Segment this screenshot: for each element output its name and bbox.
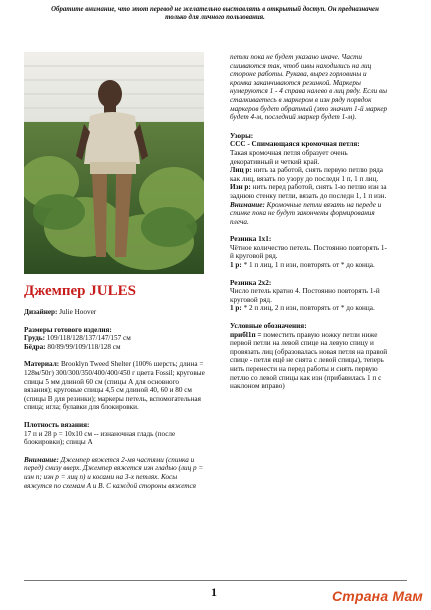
model-photo-illustration — [24, 52, 204, 274]
right-column — [230, 53, 388, 400]
gauge-section — [24, 421, 206, 447]
rib-1x1-section — [230, 235, 388, 269]
rib-2x2-description: Число петель кратно 4. Постоянно повторять 1-й круговой ряд. — [230, 287, 380, 304]
rib-2x2-row-label: 1 р: — [230, 304, 242, 313]
material-section — [24, 360, 206, 412]
stitch-patterns-section — [230, 132, 388, 227]
construction-continued: петли пока не будет указано иначе. Части сшиваются так, чтоб швы находились на лиц стороне работы. Рукава, вырез горловины и кромка заканчиваются резинкой. Маркеры нумеруются 1 - 4 справа налево в лиц ряду. Если вы сталкиваетесь в маркером в изн ряду порядок маркеров будет обратный (это значит 1-й маркер будет 4-м, последний маркер будет 1-м). — [230, 53, 388, 122]
rib-1x1-description: Чётное количество петель. Постоянно повторять 1-й круговой ряд. — [230, 243, 387, 261]
designer-value: Julie Hoover — [57, 308, 97, 316]
ccc-note-label: Внимание: — [230, 200, 265, 209]
rib-2x2-section — [230, 279, 388, 313]
sizes-section — [24, 326, 206, 352]
ccc-rs-text: нить за работой, снять первую петлю ряда как лиц, вязать по узору до последн 1 п, 1 п лиц. — [230, 166, 383, 183]
construction-note — [24, 456, 206, 490]
ccc-text: Такая кромочная петля образует очень декоративный и четкий край. — [230, 148, 348, 166]
site-watermark: Страна Мам — [331, 588, 423, 604]
ccc-heading: ССС - Спимающаяся кромочная петля: — [230, 140, 360, 149]
chest-value: 109/118/128/137/147/157 см — [45, 334, 131, 343]
rib-1x1-row-label: 1 р: — [230, 261, 242, 270]
left-column — [24, 282, 206, 499]
footer-divider — [24, 580, 407, 581]
designer-label: Дизайнер: — [24, 308, 58, 316]
gauge-heading: Плотность вязания: — [24, 420, 90, 429]
legend-item-label: прибl1п = — [230, 330, 262, 339]
rib-1x1-heading: Резинка 1х1: — [230, 235, 272, 244]
construction-note-text: Джемпер вяжется 2-мя частями (спинка и перед) снизу вверх. Джемпер вяжется изн гладью (лиц р = изн п; изн р = лиц п) и косами на 3-х петлях. Косы вяжутся по схемам А и В. С каждой стороны вяжется — [24, 455, 204, 490]
document-title: Джемпер JULES — [24, 283, 136, 299]
hips-label: Бёдра: — [24, 342, 46, 351]
rib-1x1-row-text: * 1 п лиц, 1 п изн, повторять от * до конца. — [241, 261, 375, 270]
ccc-ws-text: нить перед работой, снять 1-ю петлю изн за заднюю стенку петли, вязать до последн 1, 1 п изн. — [230, 183, 387, 200]
rib-2x2-row-text: * 2 п лиц, 2 п изн, повторять от * до конца. — [241, 304, 375, 313]
hips-value: 80/89/99/109/118/128 см — [45, 342, 121, 351]
rib-2x2-heading: Резинка 2х2: — [230, 278, 272, 287]
designer-line — [24, 308, 206, 317]
chest-label: Грудь: — [24, 334, 45, 343]
copyright-notice: Обратите внимание, что этот перевод не желательно выставлять в открытый доступ. Он предназначен только для личного пользования. — [51, 6, 379, 22]
stitch-patterns-heading: Узоры: — [230, 131, 254, 140]
sizes-heading: Размеры готового изделия: — [24, 325, 112, 334]
legend-item-text: поместить правую ножку петли ниже первой петли на левой спице на левую спицу и провязать лиц (образовалась новая петля на правой спице - петля ещё не снята с левой спицы), теперь нить перенести на перед работы и снять первую петлю со левой спицы как изн (прибавилась 1 п с наклоном вправо) — [230, 330, 388, 391]
legend-section — [230, 322, 388, 391]
page-number: 1 — [211, 585, 217, 599]
construction-note-label: Внимание: — [24, 455, 59, 464]
model-photo — [24, 52, 204, 274]
material-text: Brooklyn Tweed Shelter (100% шерсть; длина = 128м/50г) 300/300/350/400/400/450 г цвета Fossil; круговые спицы 5 мм длиной 60 см (спицы А для основного вязания); круговые спицы 4,5 см длиной 40, 60 и 80 см (спицы В для резинки); маркеры петель, вспомогательная спица; игла; булавки для блокировки. — [24, 360, 205, 412]
ccc-note-text: Кромочные петли вязать на переде и спинке пока не будут закончены формирования плеча. — [230, 200, 382, 226]
ccc-rs-label: Лиц р: — [230, 166, 252, 175]
gauge-text: 17 п и 28 р = 10х10 см -- изнаночная гладь (после блокировки); спицы А — [24, 429, 176, 447]
ccc-ws-label: Изн р: — [230, 183, 251, 192]
legend-heading: Условные обозначения: — [230, 322, 307, 331]
material-label: Материал: — [24, 360, 60, 369]
